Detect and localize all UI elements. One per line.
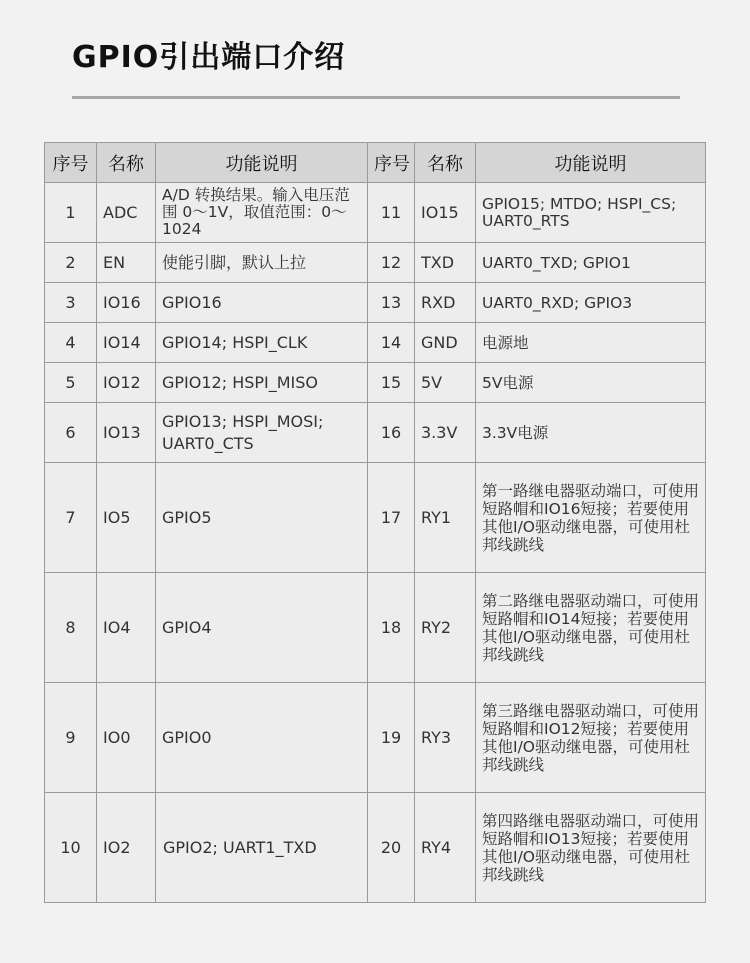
- table-row: [45, 573, 706, 683]
- title-divider: [72, 96, 680, 99]
- pin-name: ADC: [97, 183, 156, 243]
- pin-name: RXD: [415, 283, 476, 323]
- pin-name: TXD: [415, 243, 476, 283]
- pin-name: IO2: [97, 793, 156, 903]
- page-title: GPIO引出端口介绍: [72, 40, 346, 75]
- pin-name: RY4: [415, 793, 476, 903]
- pin-description: UART0_TXD; GPIO1: [476, 243, 706, 283]
- pin-number: 2: [45, 243, 97, 283]
- pin-number: 7: [45, 463, 97, 573]
- pin-description: GPIO14; HSPI_CLK: [156, 323, 368, 363]
- table-row: [45, 683, 706, 793]
- pin-name: EN: [97, 243, 156, 283]
- pin-description: GPIO2; UART1_TXD: [156, 793, 368, 903]
- pin-number: 17: [368, 463, 415, 573]
- pin-description: 电源地: [476, 323, 706, 363]
- pin-name: 5V: [415, 363, 476, 403]
- pin-description: GPIO15; MTDO; HSPI_CS; UART0_RTS: [476, 183, 706, 243]
- pin-number: 18: [368, 573, 415, 683]
- pin-description: GPIO13; HSPI_MOSI; UART0_CTS: [156, 403, 368, 463]
- pin-description: 第二路继电器驱动端口，可使用短路帽和IO14短接；若要使用其他I/O驱动继电器，可使用杜邦线跳线: [476, 573, 706, 683]
- pin-number: 11: [368, 183, 415, 243]
- table-row: [45, 243, 706, 283]
- table-header-row: [45, 143, 706, 183]
- pin-number: 9: [45, 683, 97, 793]
- pin-name: IO5: [97, 463, 156, 573]
- header-name-left: 名称: [97, 143, 156, 183]
- pin-description: 使能引脚，默认上拉: [156, 243, 368, 283]
- table-row: [45, 283, 706, 323]
- pin-description: 第一路继电器驱动端口，可使用短路帽和IO16短接；若要使用其他I/O驱动继电器，可使用杜邦线跳线: [476, 463, 706, 573]
- pin-description: UART0_RXD; GPIO3: [476, 283, 706, 323]
- pin-description: 5V电源: [476, 363, 706, 403]
- pin-description: GPIO5: [156, 463, 368, 573]
- gpio-pin-table: [44, 142, 706, 903]
- pin-description: GPIO16: [156, 283, 368, 323]
- pin-name: IO4: [97, 573, 156, 683]
- pin-name: IO16: [97, 283, 156, 323]
- pin-name: RY2: [415, 573, 476, 683]
- pin-name: 3.3V: [415, 403, 476, 463]
- pin-name: IO12: [97, 363, 156, 403]
- header-no-left: 序号: [45, 143, 97, 183]
- pin-number: 8: [45, 573, 97, 683]
- pin-number: 13: [368, 283, 415, 323]
- pin-number: 1: [45, 183, 97, 243]
- pin-number: 15: [368, 363, 415, 403]
- header-no-right: 序号: [368, 143, 415, 183]
- pin-name: IO0: [97, 683, 156, 793]
- table-row: [45, 463, 706, 573]
- pin-number: 20: [368, 793, 415, 903]
- pin-number: 3: [45, 283, 97, 323]
- pin-number: 5: [45, 363, 97, 403]
- pin-number: 12: [368, 243, 415, 283]
- table-row: [45, 183, 706, 243]
- table-row: [45, 363, 706, 403]
- pin-number: 19: [368, 683, 415, 793]
- pin-name: RY1: [415, 463, 476, 573]
- pin-description: 第四路继电器驱动端口，可使用短路帽和IO13短接；若要使用其他I/O驱动继电器，可使用杜邦线跳线: [476, 793, 706, 903]
- pin-description: GPIO12; HSPI_MISO: [156, 363, 368, 403]
- pin-name: GND: [415, 323, 476, 363]
- header-name-right: 名称: [415, 143, 476, 183]
- pin-name: IO15: [415, 183, 476, 243]
- table-row: [45, 793, 706, 903]
- pin-description: 3.3V电源: [476, 403, 706, 463]
- pin-description: A/D 转换结果。输入电压范围 0～1V，取值范围：0～1024: [156, 183, 368, 243]
- header-desc-right: 功能说明: [476, 143, 706, 183]
- pin-number: 4: [45, 323, 97, 363]
- table-row: [45, 403, 706, 463]
- pin-name: IO14: [97, 323, 156, 363]
- header-desc-left: 功能说明: [156, 143, 368, 183]
- pin-description: GPIO4: [156, 573, 368, 683]
- table-row: [45, 323, 706, 363]
- pin-number: 14: [368, 323, 415, 363]
- pin-description: GPIO0: [156, 683, 368, 793]
- pin-description: 第三路继电器驱动端口，可使用短路帽和IO12短接；若要使用其他I/O驱动继电器，可使用杜邦线跳线: [476, 683, 706, 793]
- pin-number: 10: [45, 793, 97, 903]
- pin-number: 6: [45, 403, 97, 463]
- pin-name: IO13: [97, 403, 156, 463]
- pin-name: RY3: [415, 683, 476, 793]
- pin-number: 16: [368, 403, 415, 463]
